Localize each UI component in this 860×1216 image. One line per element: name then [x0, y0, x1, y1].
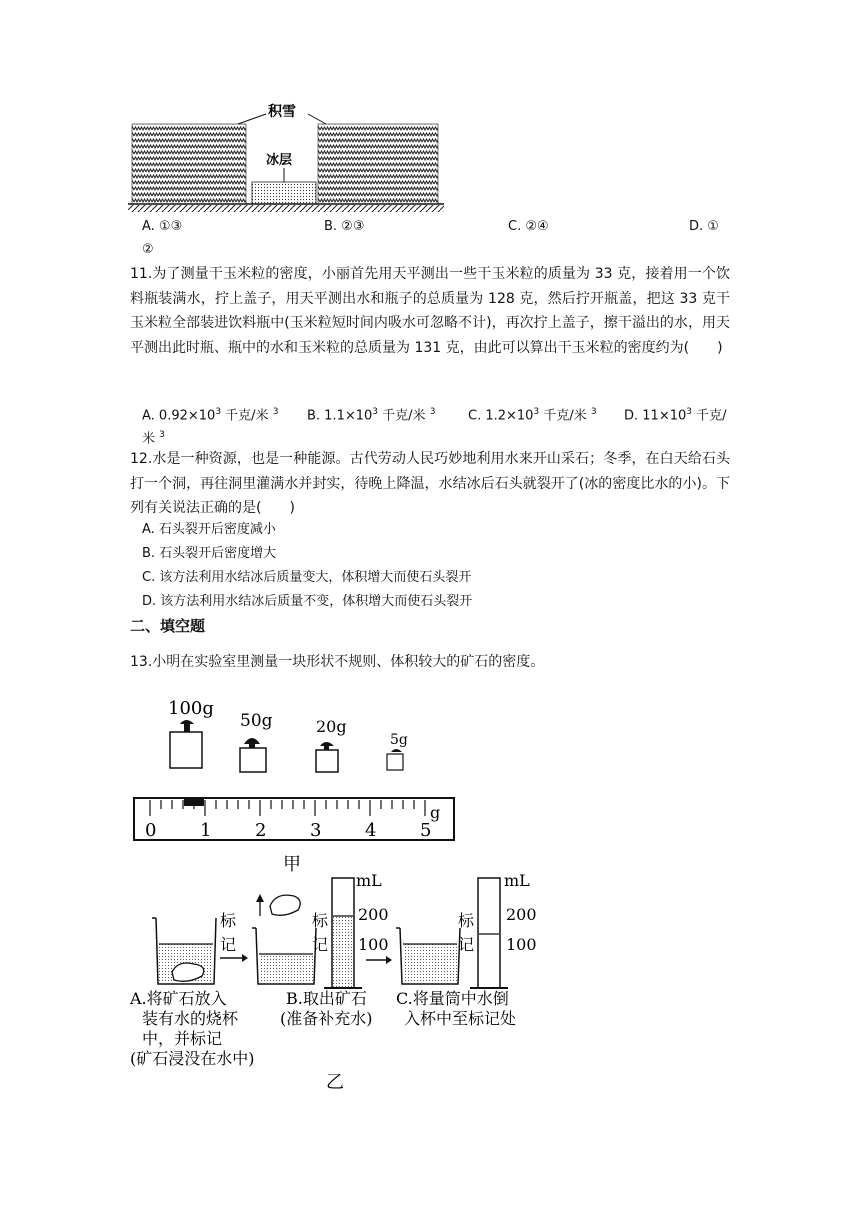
- svg-text:mL: mL: [504, 871, 530, 890]
- ore-lifted: [270, 895, 300, 915]
- balance-scale-bar: [134, 798, 454, 840]
- q11-option-c: C. $1.2\times 10^3$ 千克/米 $^3$: [468, 407, 597, 424]
- graduated-cylinder-2: [470, 878, 508, 988]
- weight-5g: [387, 732, 408, 770]
- weight-100g: [168, 698, 214, 768]
- scale-tick-label: 0: [145, 820, 157, 841]
- beaker-a: [152, 918, 216, 984]
- snow-ice-figure: [128, 96, 448, 214]
- svg-text:标: 标: [458, 911, 475, 930]
- svg-text:A.将矿石放入: A.将矿石放入: [130, 989, 227, 1008]
- scale-tick-label: 2: [255, 820, 267, 841]
- weight-20g: [316, 717, 347, 772]
- q10-option-d-cont: ②: [142, 242, 154, 257]
- svg-text:100: 100: [506, 935, 537, 954]
- caption-a: [129, 989, 255, 1068]
- svg-text:5g: 5g: [390, 732, 408, 748]
- scale-tick-label: 5: [420, 820, 432, 841]
- svg-text:装有水的烧杯: 装有水的烧杯: [142, 1009, 239, 1028]
- svg-text:mL: mL: [356, 871, 382, 890]
- snow-right-block: [318, 124, 438, 204]
- svg-text:50g: 50g: [240, 711, 273, 731]
- q13-stem: 13.小明在实验室里测量一块形状不规则、体积较大的矿石的密度。: [130, 654, 545, 670]
- q12-stem: 12.水是一种资源，也是一种能源。古代劳动人民巧妙地利用水来开山采石；冬季，在白天给石头打一个洞，再往洞里灌满水并封实，待晚上降温，水结冰后石头就裂开了(冰的密度比水的小)。下列有关说法正确的是( ): [130, 451, 730, 516]
- graduated-cylinder-1: [324, 878, 362, 988]
- q11-option-a: A. $0.92\times 10^3$ 千克/米 $^3$: [142, 407, 279, 424]
- q10-option-b: B. ②③: [324, 219, 365, 234]
- label-ice: 冰层: [266, 153, 293, 168]
- scale-tick-label: 3: [310, 820, 322, 841]
- q11-option-d-cont: 米 $^3$: [142, 430, 165, 447]
- svg-text:标: 标: [220, 911, 237, 930]
- svg-text:标: 标: [312, 911, 329, 930]
- q11-option-d: D. $11\times 10^3$ 千克/: [624, 407, 727, 424]
- caption-c: [396, 989, 516, 1028]
- figure-yi: [128, 868, 568, 1098]
- scale-tick-label: 1: [200, 820, 212, 841]
- ice-layer: [252, 182, 316, 204]
- q12-option-d: D. 该方法利用水结冰后质量不变，体积增大而使石头裂开: [142, 594, 473, 609]
- ground-hatch: [128, 205, 444, 212]
- svg-text:20g: 20g: [316, 717, 347, 736]
- beaker-c: [396, 928, 460, 984]
- svg-text:入杯中至标记处: 入杯中至标记处: [404, 1009, 517, 1028]
- q12-option-b: B. 石头裂开后密度增大: [142, 546, 277, 561]
- beaker-b: [252, 894, 316, 984]
- svg-text:记: 记: [312, 935, 329, 954]
- q12-option-c: C. 该方法利用水结冰后质量变大，体积增大而使石头裂开: [142, 570, 472, 585]
- svg-text:200: 200: [358, 905, 389, 924]
- label-snow: 积雪: [268, 104, 296, 120]
- rider-marker: [184, 799, 204, 806]
- snow-left-block: [132, 124, 246, 204]
- q11-option-b: B. $1.1\times 10^3$ 千克/米 $^3$: [307, 407, 436, 424]
- caption-b: [280, 989, 373, 1028]
- q11-stem: 11.为了测量干玉米粒的密度，小丽首先用天平测出一些干玉米粒的质量为 33 克，接着用一个饮料瓶装满水，拧上盖子，用天平测出水和瓶子的总质量为 128 克，然后拧开瓶盖，把这 33 克干玉米粒全部装进饮料瓶中(玉米粒短时间内吸水可忽略不计)，再次拧上盖子，擦干溢出的水，用天平测出此时瓶、瓶中的水和玉米粒的总质量为 131 克，由此可以算出干玉米粒的密度约为( ): [130, 266, 730, 356]
- scale-tick-label: 4: [365, 820, 377, 841]
- figure-jia-label: 甲: [283, 854, 301, 875]
- figure-jia: [128, 690, 468, 875]
- svg-text:记: 记: [220, 935, 237, 954]
- section-title: 二、填空题: [130, 617, 206, 635]
- q12-option-a: A. 石头裂开后密度减小: [142, 522, 276, 537]
- weight-50g: [240, 711, 273, 772]
- svg-text:记: 记: [458, 935, 475, 954]
- svg-text:100: 100: [358, 935, 389, 954]
- figure-yi-label: 乙: [326, 1072, 344, 1093]
- svg-text:中，并标记: 中，并标记: [142, 1029, 223, 1048]
- svg-text:200: 200: [506, 905, 537, 924]
- svg-text:(准备补充水): (准备补充水): [280, 1009, 373, 1028]
- svg-text:100g: 100g: [168, 698, 214, 719]
- svg-text:C.将量筒中水倒: C.将量筒中水倒: [396, 989, 509, 1008]
- q10-option-d: D. ①: [689, 219, 719, 234]
- q10-option-c: C. ②④: [508, 219, 549, 234]
- svg-text:(矿石浸没在水中): (矿石浸没在水中): [130, 1049, 255, 1068]
- svg-text:B.取出矿石: B.取出矿石: [286, 989, 367, 1008]
- scale-unit: g: [430, 803, 441, 822]
- q10-option-a: A. ①③: [142, 219, 183, 234]
